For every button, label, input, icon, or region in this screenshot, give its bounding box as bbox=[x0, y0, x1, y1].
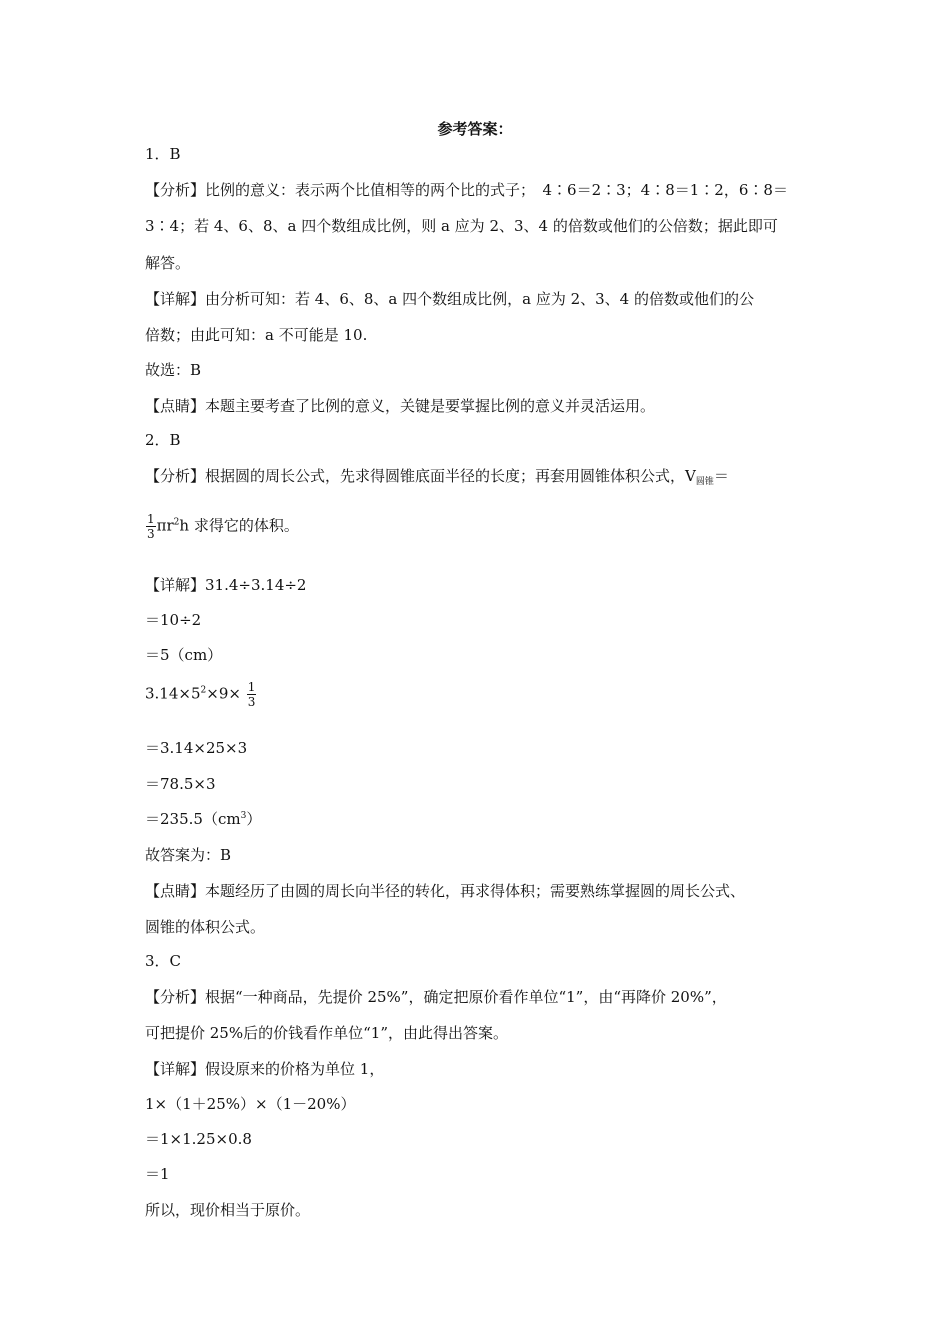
q2-step-7-part-a: ＝235.5（cm bbox=[145, 810, 241, 828]
q3-step-1: 1×（1＋25%）×（1－20%） bbox=[145, 1095, 356, 1113]
q2-step-3: ＝5（cm） bbox=[145, 646, 223, 664]
q1-detail-line-2: 倍数；由此可知：a 不可能是 10. bbox=[145, 326, 368, 344]
q3-analysis-line-2: 可把提价 25%后的价钱看作单位“1”，由此得出答案。 bbox=[145, 1024, 508, 1042]
q2-step-2: ＝10÷2 bbox=[145, 611, 202, 629]
q2-step-5: ＝3.14×25×3 bbox=[145, 739, 248, 757]
q2-formula-rest: h 求得它的体积。 bbox=[179, 516, 299, 535]
q2-formula-pi: πr bbox=[156, 516, 174, 535]
q2-step-4-part-a: 3.14×5 bbox=[145, 684, 201, 703]
q2-analysis-text: 【分析】根据圆的周长公式，先求得圆锥底面半径的长度；再套用圆锥体积公式，V bbox=[145, 467, 696, 485]
q1-choice: 故选：B bbox=[145, 361, 202, 379]
q2-step-4-exponent: 2 bbox=[200, 685, 207, 696]
q2-step-1: 【详解】31.4÷3.14÷2 bbox=[145, 576, 307, 594]
q2-comment-line-1: 【点睛】本题经历了由圆的周长向半径的转化，再求得体积；需要熟练掌握圆的周长公式、 bbox=[145, 882, 746, 900]
q2-step-7-exponent: 3 bbox=[240, 811, 247, 821]
q2-analysis-subscript: 圆锥 bbox=[695, 477, 714, 487]
q1-analysis-line-3: 解答。 bbox=[145, 254, 191, 272]
q2-answer: 2．B bbox=[145, 431, 181, 449]
q3-step-2: ＝1×1.25×0.8 bbox=[145, 1130, 252, 1148]
q2-step-4 bbox=[145, 680, 257, 709]
q2-step-4-numerator: 1 bbox=[247, 680, 256, 694]
q2-step-4-denominator: 3 bbox=[247, 695, 256, 709]
q3-answer: 3．C bbox=[145, 952, 182, 970]
page-title: 参考答案： bbox=[437, 120, 513, 138]
q3-conclusion: 所以，现价相当于原价。 bbox=[145, 1201, 311, 1219]
q2-formula-numerator: 1 bbox=[147, 512, 155, 526]
q2-formula-exponent: 2 bbox=[173, 517, 180, 528]
q2-step-6: ＝78.5×3 bbox=[145, 775, 216, 793]
q2-choice: 故答案为：B bbox=[145, 846, 232, 864]
q3-analysis-line-1: 【分析】根据“一种商品，先提价 25%”，确定把原价看作单位“1”，由“再降价 20%”， bbox=[145, 988, 727, 1006]
q2-analysis-line-1 bbox=[145, 466, 729, 489]
q2-step-7-part-b: ） bbox=[246, 810, 262, 828]
q2-formula-fraction bbox=[146, 512, 156, 541]
q1-answer: 1．B bbox=[145, 145, 181, 163]
q2-step-7 bbox=[145, 809, 261, 829]
q3-detail-line-1: 【详解】假设原来的价格为单位 1， bbox=[145, 1060, 385, 1078]
q1-analysis-line-2: 3∶4；若 4、6、8、a 四个数组成比例，则 a 应为 2、3、4 的倍数或他们的公倍数；据此即可 bbox=[145, 217, 778, 235]
q1-analysis-line-1: 【分析】比例的意义：表示两个比值相等的两个比的式子； 4∶6＝2∶3；4∶8＝1∶2，6∶8＝ bbox=[145, 181, 788, 199]
q2-step-4-part-b: ×9× bbox=[206, 684, 241, 703]
q2-comment-line-2: 圆锥的体积公式。 bbox=[145, 918, 266, 936]
q2-formula-denominator: 3 bbox=[147, 527, 155, 541]
q1-comment: 【点睛】本题主要考查了比例的意义，关键是要掌握比例的意义并灵活运用。 bbox=[145, 397, 656, 415]
q2-step-4-fraction bbox=[247, 680, 257, 709]
q1-detail-line-1: 【详解】由分析可知：若 4、6、8、a 四个数组成比例，a 应为 2、3、4 的倍数或他们的公 bbox=[145, 290, 754, 308]
q3-step-3: ＝1 bbox=[145, 1165, 170, 1183]
q2-formula-line bbox=[145, 512, 299, 541]
q2-analysis-equals: ＝ bbox=[713, 467, 729, 485]
